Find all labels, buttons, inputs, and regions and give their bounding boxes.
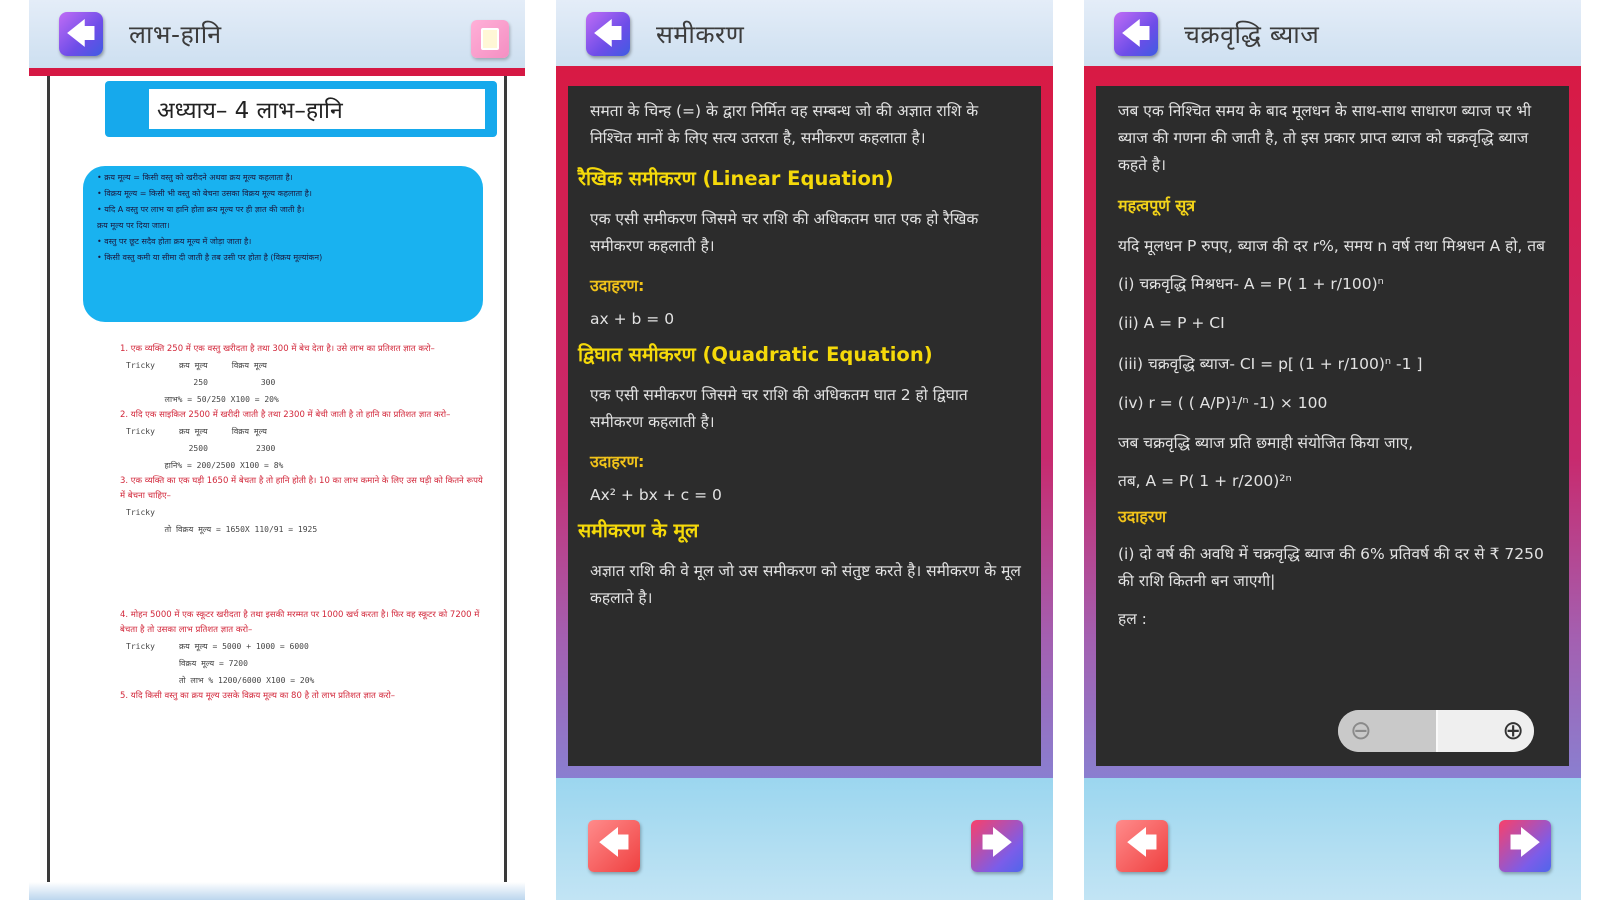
problem-question: 5. यदि किसी वस्तु का क्रय मूल्य उसके विक्रय मूल्य का 80 है तो लाभ प्रतिशत ज्ञात करो– [120, 691, 396, 701]
problem-solution: Tricky क्रय मूल्य विक्रय मूल्य 250 300 लाभ% = 50/250 X100 = 20% [126, 361, 279, 404]
previous-button[interactable] [588, 820, 640, 872]
key-point: क्रय मूल्य पर दिया जाता। [97, 221, 170, 230]
content-panel[interactable] [568, 86, 1041, 766]
equation-screen [556, 0, 1053, 900]
formula-line: (i) चक्रवृद्धि मिश्रधन- A = P( 1 + r/100)ⁿ [1118, 275, 1384, 293]
key-points-box [83, 166, 483, 322]
back-button[interactable] [59, 12, 103, 56]
screen-title: चक्रवृद्धि ब्याज [1184, 20, 1320, 49]
left-arrow-icon: 🡄 [1126, 825, 1158, 861]
problem-question: 1. एक व्यक्ति 250 में एक वस्तु खरीदता है तथा 300 में बेच देता है। उसे लाभ का प्रतिशत ज्ञात करो– [120, 344, 435, 354]
content-frame [556, 66, 1053, 778]
problem-question: 3. एक व्यक्ति का एक घड़ी 1650 में बेचता है तो हानि होती है। 10 का लाभ कमाने के लिए उस घड़ी को कितने रूपये में बेचना चाहिए– [120, 476, 483, 501]
problem-list [120, 342, 490, 704]
roots-text: अज्ञात राशि की वे मूल जो उस समीकरण को संतुष्ट करते है। समीकरण के मूल कहलाते है। [590, 562, 1021, 607]
formula-line: (ii) A = P + CI [1118, 314, 1225, 332]
app-bar [1084, 0, 1581, 68]
zoom-in-icon: ⊕ [1502, 716, 1524, 746]
chapter-page[interactable] [47, 76, 507, 882]
left-arrow-icon: 🡄 [598, 825, 630, 861]
back-arrow-icon: 🡄 [1121, 17, 1151, 50]
example-formula: Ax² + bx + c = 0 [590, 486, 722, 504]
back-arrow-icon: 🡄 [593, 17, 623, 50]
compound-interest-screen [1084, 0, 1581, 900]
formula-line: (iii) चक्रवृद्धि ब्याज- CI = p[ (1 + r/100)ⁿ -1 ] [1118, 355, 1423, 373]
zoom-out-button[interactable] [1338, 710, 1436, 752]
next-button[interactable] [1499, 820, 1551, 872]
chapter-heading: अध्याय– 4 लाभ–हानि [149, 89, 485, 129]
problem-question: 4. मोहन 5000 में एक स्कूटर खरीदता है तथा इसकी मरम्मत पर 1000 खर्च करता है। फिर वह स्कूटर को 7200 में बेचता है तो उसका लाभ प्रतिशत ज्ञात करो– [120, 610, 480, 635]
example-label: उदाहरण: [590, 276, 645, 295]
zoom-in-button[interactable] [1436, 710, 1534, 752]
divider [29, 68, 525, 76]
back-arrow-icon: 🡄 [66, 17, 96, 50]
bottom-nav [556, 778, 1053, 900]
bottom-nav [1084, 778, 1581, 900]
formula-line: तब, A = P( 1 + r/200)²ⁿ [1118, 472, 1292, 490]
solution-label: हल : [1118, 610, 1147, 628]
problem-solution: Tricky क्रय मूल्य = 5000 + 1000 = 6000 विक्रय मूल्य = 7200 तो लाभ % 1200/6000 X100 = 20% [126, 642, 315, 685]
key-point: • वस्तु पर छूट सदैव होता क्रय मूल्य में जोड़ा जाता है। [97, 237, 252, 246]
screen-title: समीकरण [656, 20, 745, 49]
chapter-header [105, 81, 497, 137]
key-point: • विक्रय मूल्य = किसी भी वस्तु को बेचना उसका विक्रय मूल्य कहलाता है। [97, 189, 312, 198]
next-button[interactable] [971, 820, 1023, 872]
formula-line: (iv) r = ( ( A/P)¹/ⁿ -1) × 100 [1118, 394, 1328, 412]
right-arrow-icon: 🡆 [1509, 825, 1541, 861]
zoom-out-icon: ⊖ [1350, 716, 1372, 746]
section-heading-linear: रैखिक समीकरण (Linear Equation) [578, 167, 894, 190]
previous-button[interactable] [1116, 820, 1168, 872]
key-point: • यदि A वस्तु पर लाभ या हानि होता क्रय मूल्य पर ही ज्ञात की जाती है। [97, 205, 305, 214]
section-heading-quadratic: द्विघात समीकरण (Quadratic Equation) [578, 343, 933, 366]
key-point: • क्रय मूल्य = किसी वस्तु को खरीदने अथवा क्रय मूल्य कहलाता है। [97, 173, 293, 182]
section-heading-formula: महत्वपूर्ण सूत्र [1118, 196, 1196, 215]
profit-loss-screen [29, 0, 525, 900]
section-heading-roots: समीकरण के मूल [578, 519, 699, 542]
zoom-control [1338, 710, 1534, 752]
content-panel[interactable] [1096, 86, 1569, 766]
app-bar [556, 0, 1053, 68]
app-bar [29, 0, 525, 68]
document-icon [481, 28, 499, 50]
example-formula: ax + b = 0 [590, 310, 675, 328]
back-button[interactable] [586, 12, 630, 56]
intro-text: समता के चिन्ह (=) के द्वारा निर्मित वह सम्बन्ध जो की अज्ञात राशि के निश्चित मानों के लिए सत्य उतरता है, समीकरण कहलाता है। [590, 102, 979, 147]
back-button[interactable] [1114, 12, 1158, 56]
problem-question: 2. यदि एक साइकिल 2500 में खरीदी जाती है तथा 2300 में बेची जाती है तो हानि का प्रतिशत ज्ञात करो– [120, 410, 451, 420]
example-question: (i) दो वर्ष की अवधि में चक्रवृद्धि ब्याज की 6% प्रतिवर्ष की दर से ₹ 7250 की राशि कितनी बन जाएगी| [1118, 545, 1544, 590]
content-frame [1084, 66, 1581, 778]
right-arrow-icon: 🡆 [981, 825, 1013, 861]
intro-text: जब एक निश्चित समय के बाद मूलधन के साथ-साथ साधारण ब्याज पर भी ब्याज की गणना की जाती है, तो इस प्रकार प्राप्त ब्याज को चक्रवृद्धि ब्याज कहते है। [1118, 102, 1532, 174]
linear-text: एक एसी समीकरण जिसमे चर राशि की अधिकतम घात एक हो रैखिक समीकरण कहलाती है। [590, 210, 979, 255]
problem-solution: Tricky क्रय मूल्य विक्रय मूल्य 2500 2300 हानि% = 200/2500 X100 = 8% [126, 427, 284, 470]
problem-solution: Tricky तो विक्रय मूल्य = 1650X 110/91 = 1925 [126, 508, 318, 534]
document-button[interactable] [471, 20, 509, 58]
key-point: • किसी वस्तु कमी या सीमा दी जाती है तब उसी पर होता है (विक्रय मूल्यांकन) [97, 253, 323, 262]
bottom-bar [29, 882, 525, 900]
example-label: उदाहरण [1118, 507, 1167, 526]
screen-title: लाभ-हानि [129, 20, 222, 49]
example-label: उदाहरण: [590, 452, 645, 471]
formula-text: यदि मूलधन P रुपए, ब्याज की दर r%, समय n वर्ष तथा मिश्रधन A हो, तब [1118, 237, 1545, 255]
half-yearly-text: जब चक्रवृद्धि ब्याज प्रति छमाही संयोजित किया जाए, [1118, 434, 1414, 452]
quadratic-text: एक एसी समीकरण जिसमे चर राशि की अधिकतम घात 2 हो द्विघात समीकरण कहलाती है। [590, 386, 968, 431]
